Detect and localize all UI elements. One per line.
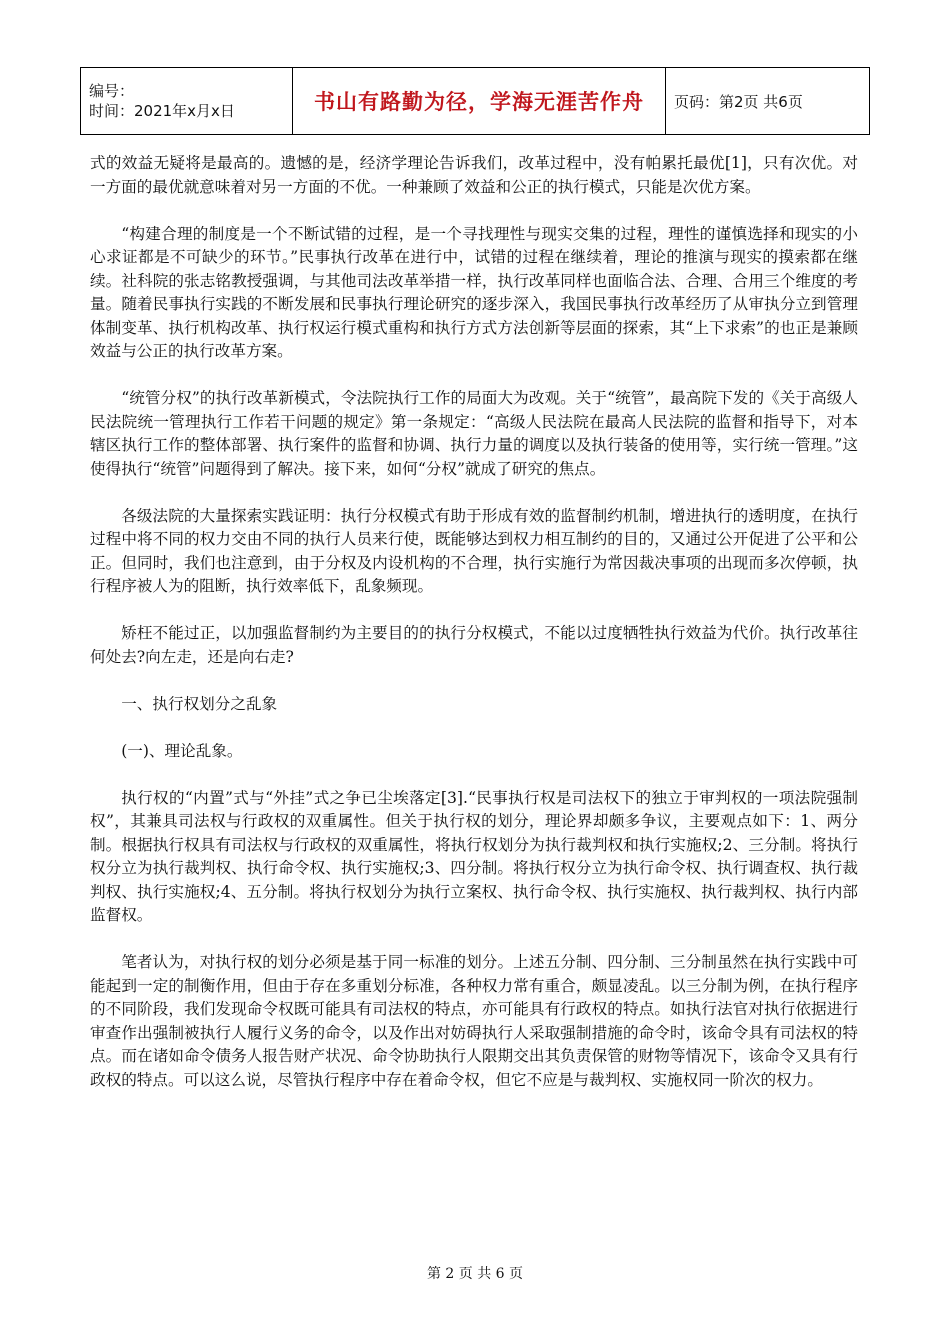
paragraph: 式的效益无疑将是最高的。遗憾的是，经济学理论告诉我们，改革过程中，没有帕累托最优[1]，只有次优。对一方面的最优就意味着对另一方面的不优。一种兼顾了效益和公正的执行模式，只能是次优方案。	[90, 154, 858, 196]
paragraph: 笔者认为，对执行权的划分必须是基于同一标准的划分。上述五分制、四分制、三分制虽然在执行实践中可能起到一定的制衡作用，但由于存在多重划分标准，各种权力常有重合，颇显凌乱。以三分制为例，在执行程序的不同阶段，我们发现命令权既可能具有司法权的特点，亦可能具有行政权的特点。如执行法官对执行依据进行审查作出强制被执行人履行义务的命令，以及作出对妨碍执行人采取强制措施的命令时，该命令具有司法权的特点。而在诸如命令债务人报告财产状况、命令协助执行人限期交出其负责保管的财物等情况下，该命令又具有行政权的特点。可以这么说，尽管执行程序中存在着命令权，但它不应是与裁判权、实施权同一阶次的权力。	[90, 953, 858, 1089]
paragraph: “统管分权”的执行改革新模式，令法院执行工作的局面大为改观。关于“统管”，最高院下发的《关于高级人民法院统一管理执行工作若干问题的规定》第一条规定：“高级人民法院在最高人民法院的监督和指导下，对本辖区执行工作的整体部署、执行案件的监督和协调、执行力量的调度以及执行装备的使用等，实行统一管理。”这使得执行“统管”问题得到了解决。接下来，如何“分权”就成了研究的焦点。	[90, 389, 858, 478]
document-header	[80, 67, 870, 135]
section-heading: 一、执行权划分之乱象	[121, 694, 278, 713]
header-page-label: 页码：第2页 共6页	[666, 68, 870, 135]
paragraph: “构建合理的制度是一个不断试错的过程，是一个寻找理性与现实交集的过程，理性的谨慎选择和现实的小心求证都是不可缺少的环节。”民事执行改革在进行中，试错的过程在继续着，理论的推演与现实的摸索都在继续。社科院的张志铭教授强调，与其他司法改革举措一样，执行改革同样也面临合法、合理、合用三个维度的考量。随着民事执行实践的不断发展和民事执行理论研究的逐步深入，我国民事执行改革经历了从审执分立到管理体制变革、执行机构改革、执行权运行模式重构和执行方式方法创新等层面的探索，其“上下求索”的也正是兼顾效益与公正的执行改革方案。	[90, 224, 858, 360]
paragraph: 执行权的“内置”式与“外挂”式之争已尘埃落定[3].“民事执行权是司法权下的独立于审判权的一项法院强制权”，其兼具司法权与行政权的双重属性。但关于执行权的划分，理论界却颇多争议，主要观点如下：1、两分制。根据执行权具有司法权与行政权的双重属性，将执行权划分为执行裁判权和执行实施权;2、三分制。将执行权分立为执行裁判权、执行命令权、执行实施权;3、四分制。将执行权分立为执行命令权、执行调查权、执行裁判权、执行实施权;4、五分制。将执行权划分为执行立案权、执行命令权、执行实施权、执行裁判权、执行内部监督权。	[90, 788, 858, 924]
date-label: 时间：2021年x月x日	[89, 102, 235, 120]
subsection-heading: (一)、理论乱象。	[121, 741, 243, 760]
document-body	[90, 152, 858, 1116]
page-footer: 第 2 页 共 6 页	[426, 1266, 524, 1282]
header-meta-cell	[81, 68, 293, 135]
paragraph: 各级法院的大量探索实践证明：执行分权模式有助于形成有效的监督制约机制，增进执行的透明度，在执行过程中将不同的权力交由不同的执行人员来行使，既能够达到权力相互制约的目的，又通过公开促进了公平和公正。但同时，我们也注意到，由于分权及内设机构的不合理，执行实施行为常因裁决事项的出现而多次停顿，执行程序被人为的阻断，执行效率低下，乱象频现。	[90, 506, 858, 595]
number-label: 编号：	[89, 82, 135, 100]
header-motto: 书山有路勤为径，学海无涯苦作舟	[293, 68, 666, 135]
paragraph: 矫枉不能过正，以加强监督制约为主要目的的执行分权模式，不能以过度牺牲执行效益为代价。执行改革往何处去?向左走，还是向右走?	[90, 624, 858, 666]
